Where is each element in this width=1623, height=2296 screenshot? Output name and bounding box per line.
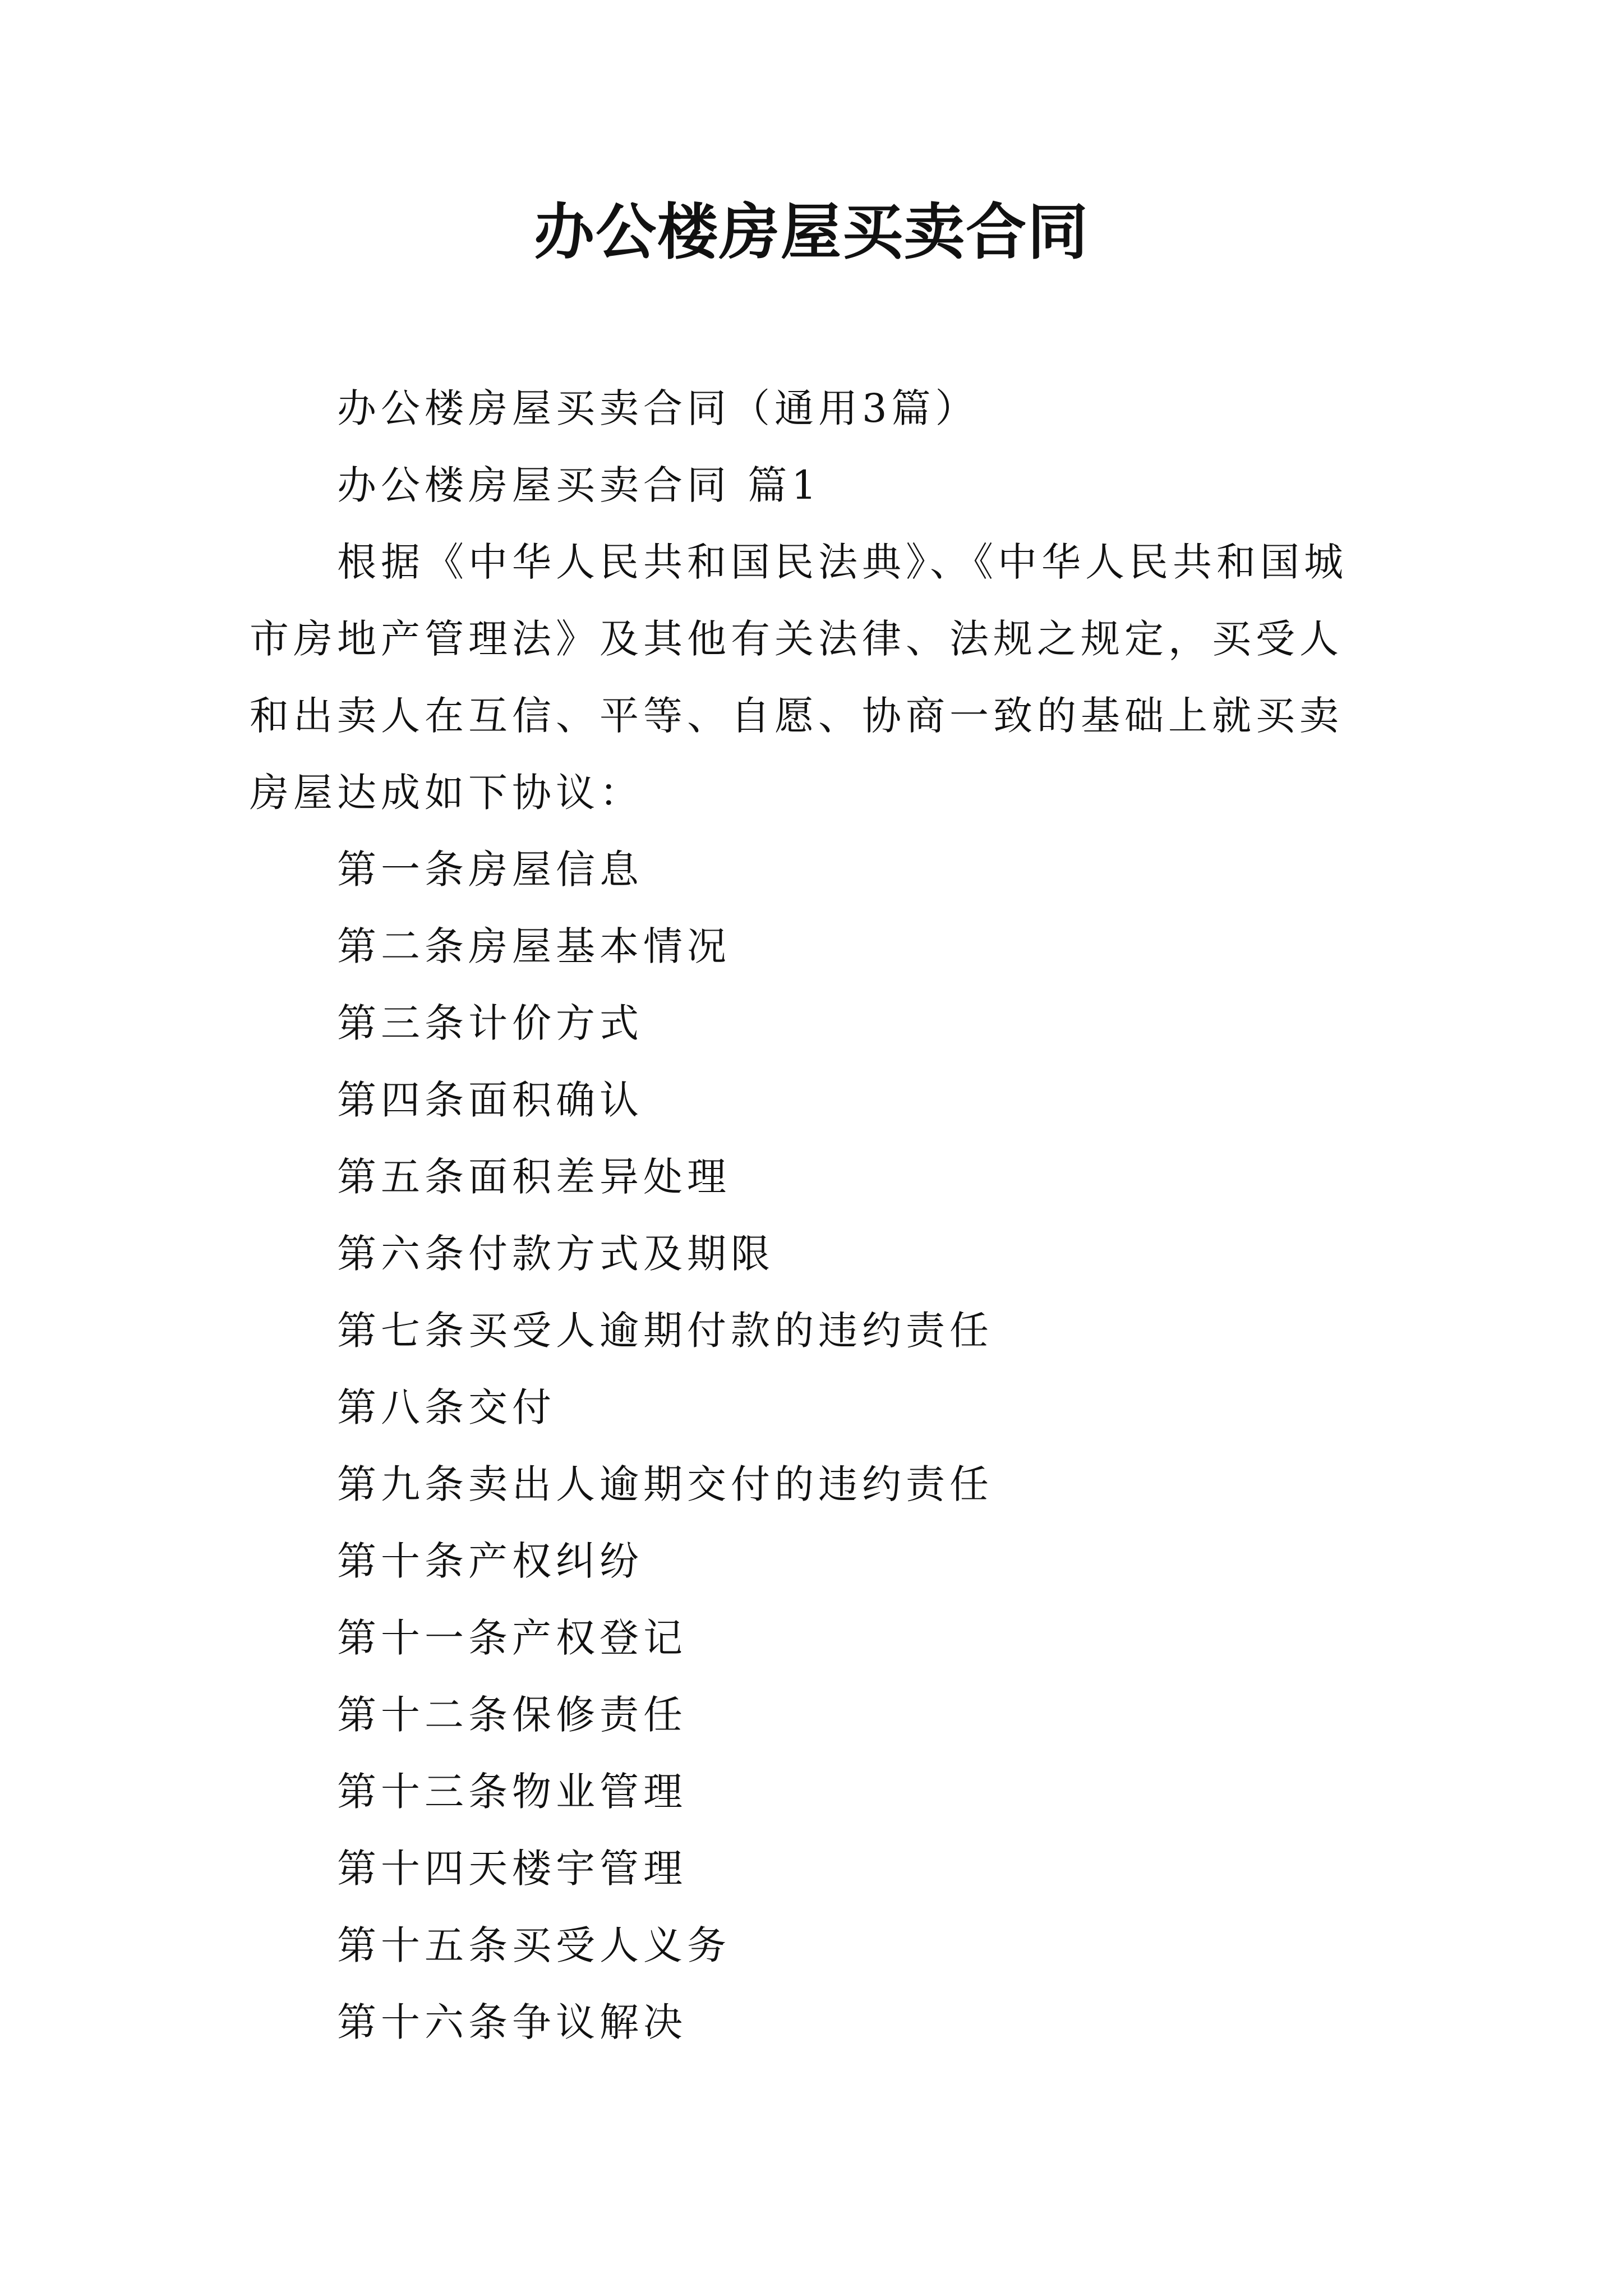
article-item: 第二条房屋基本情况	[337, 923, 731, 969]
article-item: 第十三条物业管理	[337, 1769, 687, 1815]
article-item: 第十二条保修责任	[337, 1692, 687, 1738]
article-item: 第十六条争议解决	[337, 1999, 687, 2045]
article-item: 第六条付款方式及期限	[337, 1231, 774, 1277]
document-subtitle: 办公楼房屋买卖合同（通用3篇）	[337, 385, 979, 431]
article-item: 第八条交付	[337, 1384, 556, 1430]
article-item: 第五条面积差异处理	[337, 1154, 731, 1200]
intro-paragraph: 根据《中华人民共和国民法典》、《中华人民共和国城市房地产管理法》及其他有关法律、法规之规定，买受人和出卖人在互信、平等、自愿、协商一致的基础上就买卖房屋达成如下协议：	[250, 539, 1348, 816]
article-item: 第三条计价方式	[337, 1000, 643, 1046]
article-item: 第七条买受人逾期付款的违约责任	[337, 1308, 993, 1354]
document-title: 办公楼房屋买卖合同	[533, 197, 1089, 268]
article-item: 第十四天楼宇管理	[337, 1846, 687, 1892]
section-heading: 办公楼房屋买卖合同 篇1	[337, 462, 821, 508]
article-item: 第十一条产权登记	[337, 1615, 687, 1661]
article-item: 第九条卖出人逾期交付的违约责任	[337, 1461, 993, 1507]
article-item: 第十五条买受人义务	[337, 1922, 731, 1968]
document-body	[250, 370, 1385, 2061]
article-item: 第十条产权纠纷	[337, 1538, 643, 1584]
article-item: 第四条面积确认	[337, 1077, 643, 1123]
article-item: 第一条房屋信息	[337, 846, 643, 892]
